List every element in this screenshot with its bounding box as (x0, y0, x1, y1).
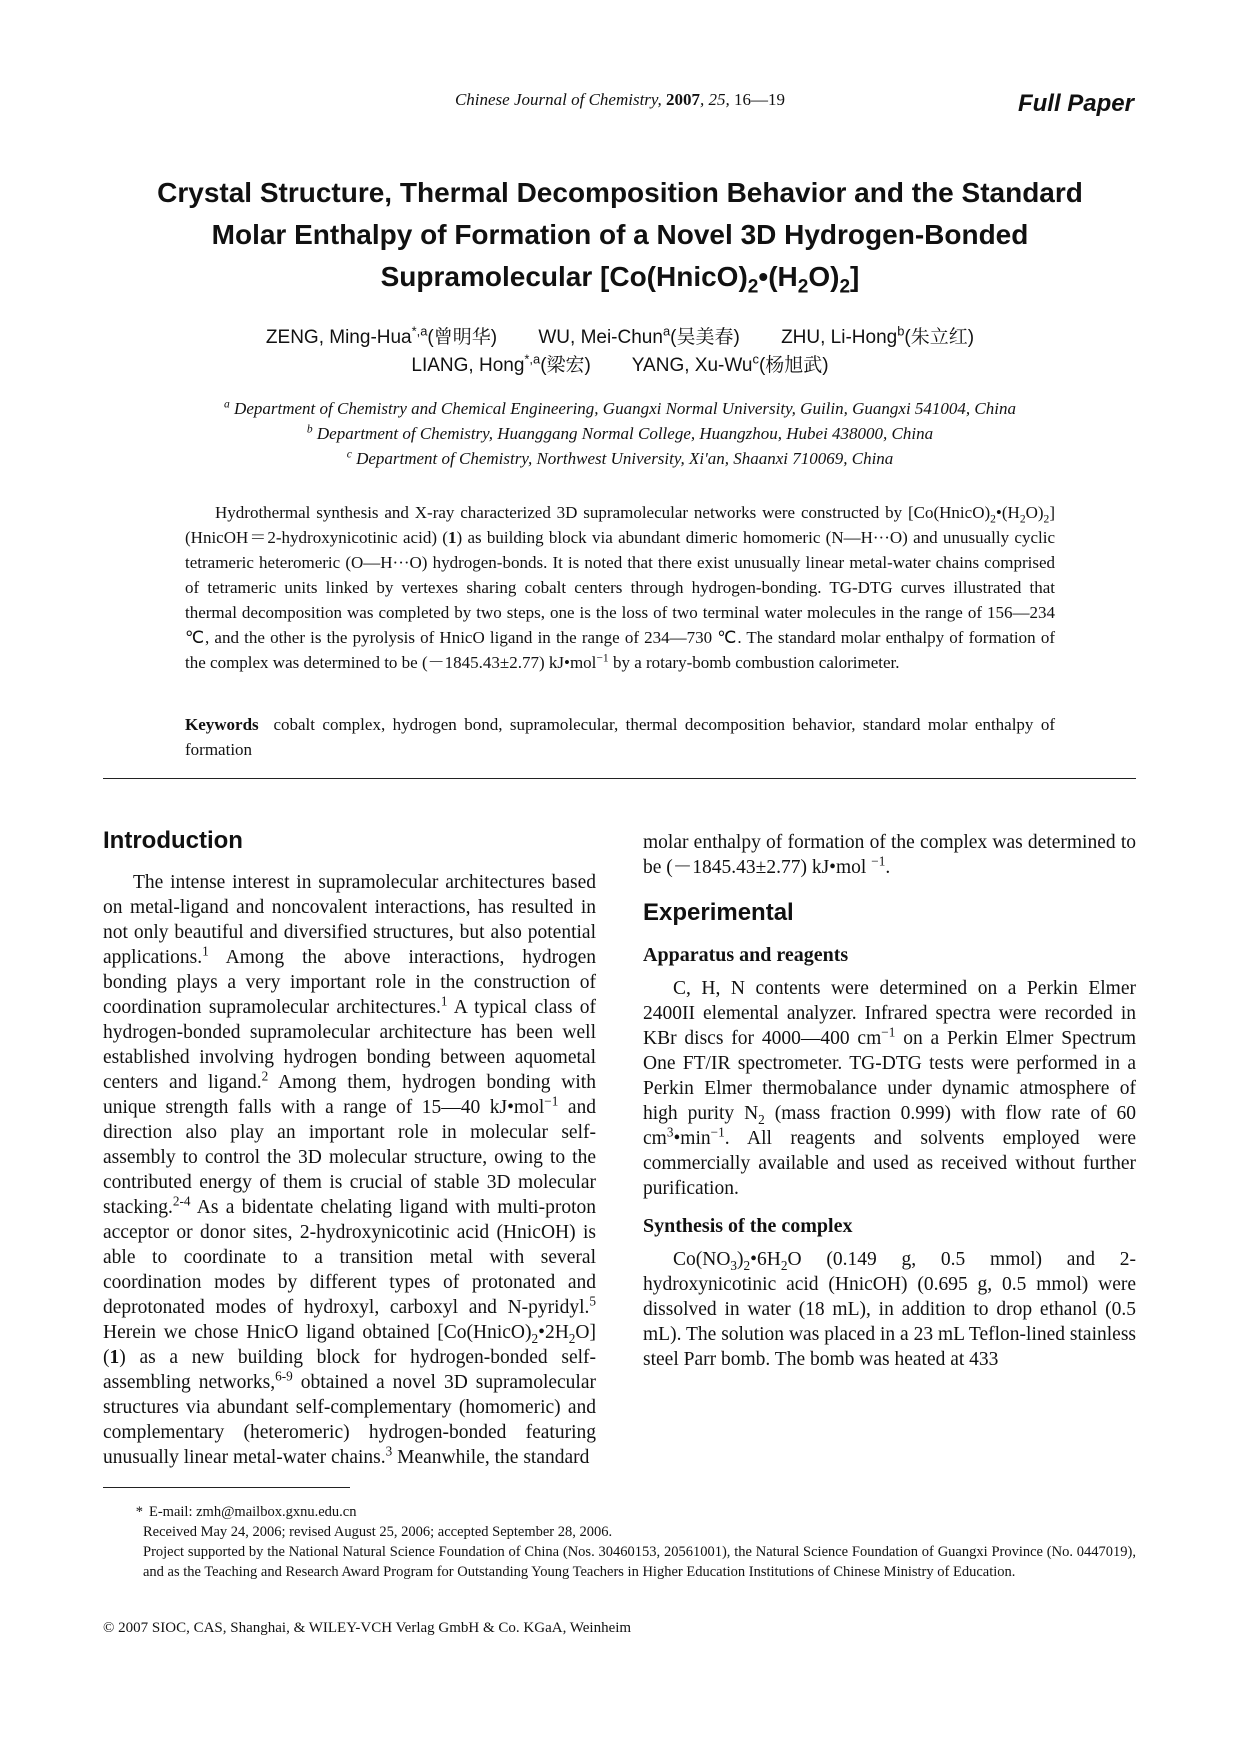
apparatus-subheading: Apparatus and reagents (643, 944, 849, 966)
synthesis-subheading: Synthesis of the complex (643, 1215, 853, 1237)
affiliation: $^c$ Department of Chemistry, Northwest University, Xi'an, Shaanxi 710069, China (346, 447, 894, 468)
introduction-paragraph: The intense interest in supramolecular architectures based on metal-ligand and noncovalent interactions, has resulted in not only beautiful and diversified structures, but also potential applications.$^1$ Among the above interactions, hydrogen bonding plays a very important role in the construction of coordination supramolecular architectures.$^1$ A typical class of hydrogen-bonded supramolecular architecture has been well established involving hydrogen bonding between aquometal centers and ligand.$^2$ Among them, hydrogen bonding with unique strength falls with a range of 15—40 kJ•mol$^{-1}$ and direction also play an important role in molecular self-assembly to control the 3D molecular structure, owing to the contributed energy of them is crucial of stable 3D molecular stacking.$^{2-4}$ As a bidentate chelating ligand with multi-proton acceptor or donor sites, 2-hydroxynicotinic acid (HnicOH) is able to coordinate to a transition metal with several coordination modes by different types of protonated and deprotonated modes of hydroxyl, carboxyl and N-pyridyl.$^5$ Herein we chose HnicO ligand obtained $[Co(HnicO)_2•2H_2O]$ (1) as a new building block for hydrogen-bonded self-assembling networks,$^{6-9}$ obtained a novel 3D supramolecular structures via abundant self-complementary (homomeric) and complementary (heteromeric) hydrogen-bonded featuring unusually linear metal-water chains.$^3$ Meanwhile, the standard (103, 872, 597, 1468)
introduction-paragraph-continued: molar enthalpy of formation of the complex was determined to be (－1845.43±2.77) kJ•mol $^{-1}$. (643, 832, 1136, 878)
affiliation: $^b$ Department of Chemistry, Huanggang Normal College, Huangzhou, Hubei 438000, China (306, 422, 934, 443)
footnote-support: Project supported by the National Natural Science Foundation of China (Nos. 30460153, 20561001), the Natural Science Foundation of Guangxi Province (No. 0447019), and as the Teaching and Research Award Program for Outstanding Young Teachers in Higher Education Institutions of Chinese Ministry of Education. (143, 1544, 1136, 1580)
author: LIANG, Hong$^{*,a}$(梁宏) (411, 351, 591, 376)
keywords-text: cobalt complex, hydrogen bond, supramolecular, thermal decomposition behavior, standard molar enthalpy of formation (185, 715, 1055, 759)
footnote-email: * E-mail: zmh@mailbox.gxnu.edu.cn (135, 1504, 357, 1520)
experimental-heading: Experimental (643, 899, 794, 926)
keywords-label: Keywords (185, 715, 259, 734)
apparatus-paragraph: C, H, N contents were determined on a Perkin Elmer 2400II elemental analyzer. Infrared spectra were recorded in KBr discs for 4000—400 $cm^{-1}$ on a Perkin Elmer Spectrum One FT/IR spectrometer. TG-DTG tests were performed in a Perkin Elmer thermobalance under dynamic atmosphere of high purity $N_2$ (mass fraction 0.999) with flow rate of 60 $cm^3•\min^{-1}$. All reagents and solvents employed were commercially available and used as received without further purification. (643, 978, 1136, 1199)
section-divider (103, 778, 1136, 779)
left-column (103, 826, 596, 1470)
affiliations (0, 396, 1240, 471)
abstract: Hydrothermal synthesis and X-ray characterized 3D supramolecular networks were constructed by $[Co(HnicO)_2•(H_2O)_2]$ (HnicOH＝2-hydroxynicotinic acid) (1) as building block via abundant dimeric homomeric (N—H···O) and unusually cyclic tetrameric heteromeric (O—H···O) hydrogen-bonds. It is noted that there exist unusually linear metal-water chains comprised of tetrameric units linked by vertexes sharing cobalt centers through hydrogen-bonding. TG-DTG curves illustrated that thermal decomposition was completed by two steps, one is the loss of two terminal water molecules in the range of 156—234 ℃, and the other is the pyrolysis of HnicO ligand in the range of 234—730 ℃. The standard molar enthalpy of formation of the complex was determined to be (－1845.43±2.77) kJ•mol$^{-1}$ by a rotary-bomb combustion calorimeter. (185, 503, 1055, 672)
author: ZENG, Ming-Hua$^{*,a}$(曾明华) (265, 323, 498, 348)
synthesis-paragraph: $Co(NO_3)_2•6H_2O$ (0.149 g, 0.5 mmol) and 2-hydroxynicotinic acid (HnicOH) (0.695 g, 0.5 mmol) were dissolved in water (18 mL), in addition to drop ethanol (0.5 mL). The solution was placed in a 23 mL Teflon-lined stainless steel Parr bomb. The bomb was heated at 433 (643, 1249, 1136, 1370)
affiliation: $^a$ Department of Chemistry and Chemical Engineering, Guangxi Normal University, Guilin, Guangxi 541004, China (224, 397, 1016, 418)
paper-title: Crystal Structure, Thermal Decomposition Behavior and the Standard Molar Enthalpy of Formation of a Novel 3D Hydrogen-Bonded Supramolecular $[Co(HnicO)_2•(H_2O)_2]$ (157, 177, 1083, 298)
copyright: © 2007 SIOC, CAS, Shanghai, & WILEY-VCH Verlag GmbH & Co. KGaA, Weinheim (103, 1620, 632, 1636)
keywords (185, 712, 1055, 762)
footnotes (103, 1502, 1136, 1582)
author-line-1 (0, 324, 1240, 352)
footnote-received: Received May 24, 2006; revised August 25, 2006; accepted September 28, 2006. (143, 1524, 613, 1540)
author-list (0, 324, 1240, 380)
author: ZHU, Li-Hong$^b$(朱立红) (781, 323, 975, 348)
author-line-2 (0, 352, 1240, 380)
section-label: Full Paper (1017, 90, 1134, 117)
footnote-divider (103, 1487, 350, 1488)
journal-citation: Chinese Journal of Chemistry, 2007, 25, 16—19 (454, 90, 786, 109)
author: YANG, Xu-Wu$^c$(杨旭武) (631, 351, 829, 376)
introduction-heading: Introduction (103, 827, 243, 854)
author: WU, Mei-Chun$^a$(吴美春) (538, 323, 740, 348)
right-column (643, 830, 1136, 1372)
